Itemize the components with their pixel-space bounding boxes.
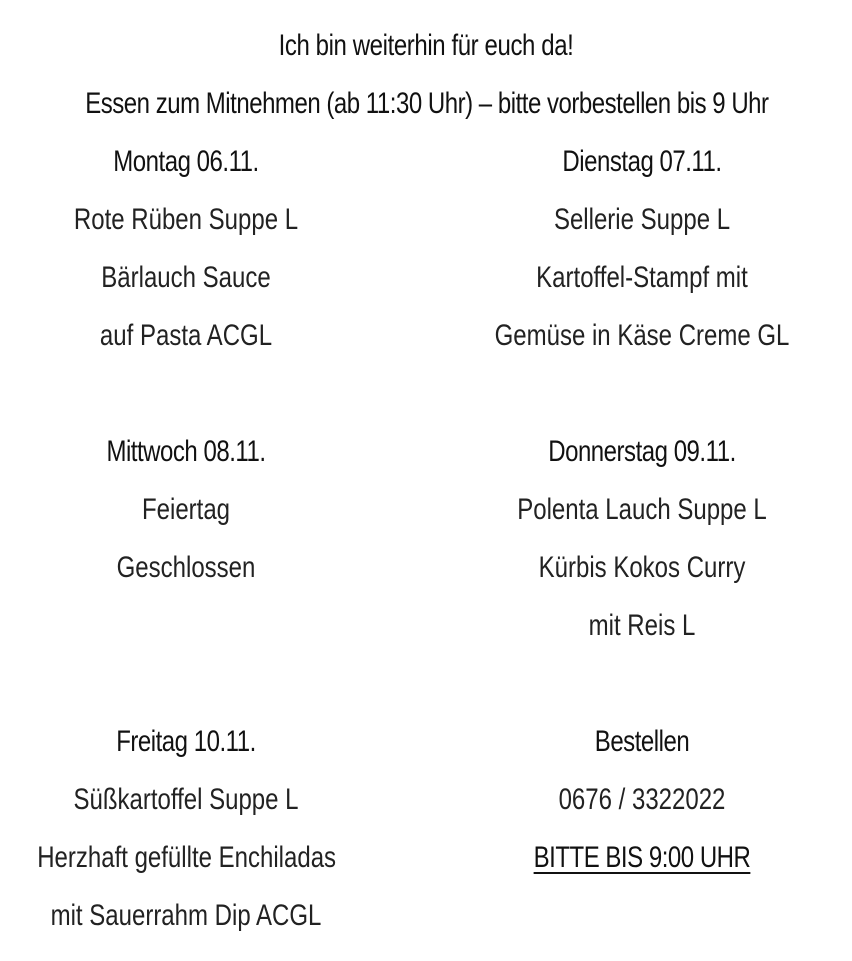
menu-item: Kartoffel-Stampf mit <box>536 261 748 294</box>
menu-item: mit Reis L <box>588 609 696 642</box>
order-phone: 0676 / 3322022 <box>558 783 726 816</box>
day-title-donnerstag: Donnerstag 09.11. <box>548 435 736 468</box>
menu-item: Polenta Lauch Suppe L <box>517 493 767 526</box>
header-line-1: Ich bin weiterhin für euch da! <box>278 29 574 62</box>
day-title-freitag: Freitag 10.11. <box>116 725 256 758</box>
menu-item: Geschlossen <box>116 551 256 584</box>
menu-item: Kürbis Kokos Curry <box>538 551 746 584</box>
order-deadline <box>474 838 810 878</box>
menu-item: Rote Rüben Suppe L <box>73 203 299 236</box>
menu-item: Süßkartoffel Suppe L <box>73 783 299 816</box>
header-line-2: Essen zum Mitnehmen (ab 11:30 Uhr) – bitte vorbestellen bis 9 Uhr <box>85 87 769 120</box>
day-title-montag: Montag 06.11. <box>113 145 259 178</box>
menu-item: Herzhaft gefüllte Enchiladas <box>37 841 337 874</box>
menu-item: Feiertag <box>141 493 231 526</box>
day-title-mittwoch: Mittwoch 08.11. <box>106 435 266 468</box>
order-title: Bestellen <box>594 725 690 758</box>
order-deadline-text: BITTE BIS 9:00 UHR <box>533 841 751 874</box>
menu-item: auf Pasta ACGL <box>99 319 273 352</box>
menu-item: Sellerie Suppe L <box>553 203 731 236</box>
day-title-dienstag: Dienstag 07.11. <box>562 145 722 178</box>
menu-item: mit Sauerrahm Dip ACGL <box>50 899 322 932</box>
menu-item: Gemüse in Käse Creme GL <box>494 319 790 352</box>
menu-item: Bärlauch Sauce <box>101 261 271 294</box>
